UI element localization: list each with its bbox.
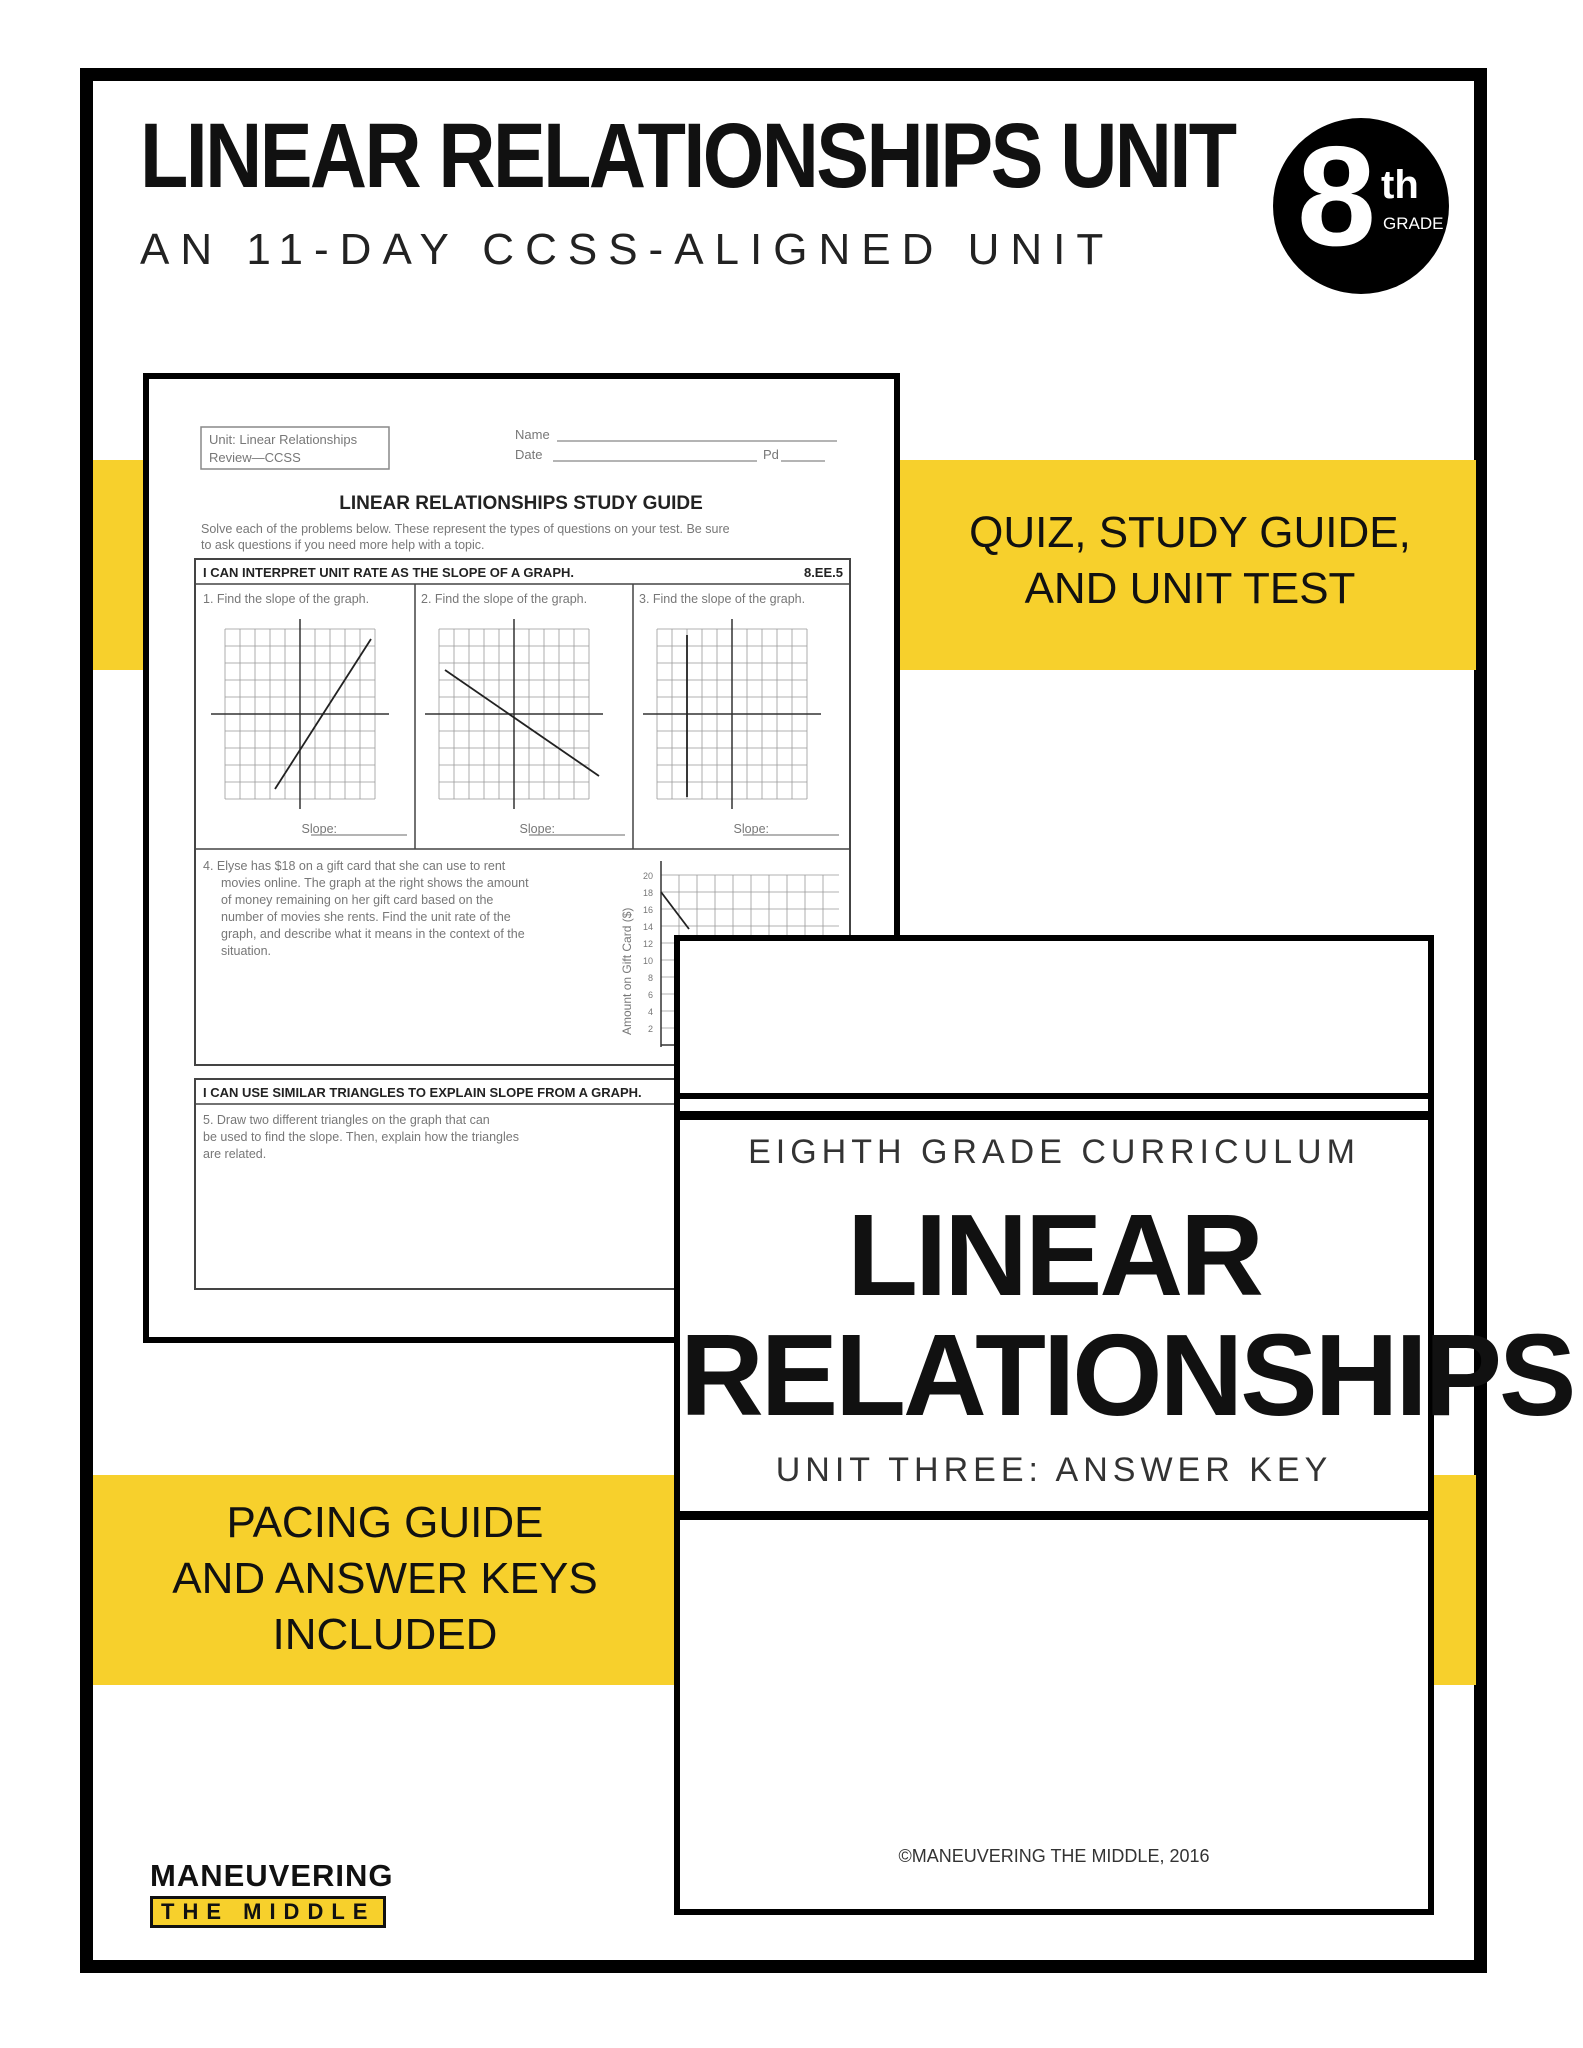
problem-1-prompt: 1. Find the slope of the graph. [203,592,370,606]
cover-title-line1: LINEAR [847,1190,1261,1320]
problem-3-prompt: 3. Find the slope of the graph. [639,592,806,606]
callout-line: AND ANSWER KEYS [172,1554,598,1603]
page-subtitle: AN 11-DAY CCSS-ALIGNED UNIT [140,225,1115,274]
problem-4-line: movies online. The graph at the right shows the amount [221,876,529,890]
problem-4-line: number of movies she rents. Find the unit rate of the [221,910,511,924]
cover-curriculum: EIGHTH GRADE CURRICULUM [748,1133,1360,1171]
problem-5-line: 5. Draw two different triangles on the graph that can [203,1113,490,1127]
problem-2-prompt: 2. Find the slope of the graph. [421,592,588,606]
problem-4-axis-label: Amount on Gift Card ($) [620,907,634,1035]
slope-label-2: Slope: [519,822,555,836]
axis-tick: 6 [647,990,653,1000]
slope-label-3: Slope: [733,822,769,836]
axis-tick: 18 [642,888,653,898]
grade-badge [1273,118,1449,294]
problem-4-line: 4. Elyse has $18 on a gift card that she can use to rent [203,859,506,873]
logo-line1: MANEUVERING [150,1858,394,1893]
callout-pacing-guide [110,1495,660,1663]
maneuvering-the-middle-logo [150,1858,394,1928]
callout-quiz-study-guide [900,505,1480,617]
instructions-line: to ask questions if you need more help with a topic. [201,538,485,552]
cover-divider [680,1511,1428,1520]
section1-standard: 8.EE.5 [803,565,843,580]
callout-line: AND UNIT TEST [1024,564,1356,613]
pd-label: Pd [763,447,779,462]
cover-copyright: ©MANEUVERING THE MIDDLE, 2016 [898,1846,1210,1866]
callout-line: PACING GUIDE [226,1498,544,1547]
cover-title-line2: RELATIONSHIPS [680,1310,1574,1440]
problem-4-line: situation. [221,944,272,958]
cover-unit: UNIT THREE: ANSWER KEY [775,1451,1333,1489]
axis-tick: 14 [642,922,653,932]
section2-heading: I CAN USE SIMILAR TRIANGLES TO EXPLAIN SLOPE FROM A GRAPH. [203,1085,642,1100]
date-label: Date [515,447,543,462]
callout-line: INCLUDED [272,1610,498,1659]
cover-top-panel [680,941,1428,1099]
answer-key-cover [674,935,1574,1915]
grade-number: 8 [1297,117,1376,276]
page-title: LINEAR RELATIONSHIPS UNIT [140,105,1235,207]
logo-line2: THE MIDDLE [150,1896,386,1928]
name-label: Name [515,427,550,442]
grade-label: GRADE [1383,214,1444,233]
axis-tick: 8 [647,973,653,983]
axis-tick: 4 [647,1007,653,1017]
cover-divider [680,1111,1428,1120]
problem-5-line: are related. [203,1147,267,1161]
callout-line: QUIZ, STUDY GUIDE, [969,508,1411,557]
unit-box-line: Review—CCSS [209,450,301,465]
axis-tick: 2 [647,1024,653,1034]
axis-tick: 20 [642,871,653,881]
axis-tick: 10 [642,956,653,966]
section1-heading: I CAN INTERPRET UNIT RATE AS THE SLOPE OF A GRAPH. [203,565,574,580]
instructions-line: Solve each of the problems below. These represent the types of questions on your test. Be sure [201,522,730,536]
slope-label-1: Slope: [301,822,337,836]
problem-4-line: of money remaining on her gift card based on the [221,893,494,907]
problem-4-line: graph, and describe what it means in the context of the [221,927,525,941]
unit-box-line: Unit: Linear Relationships [209,432,358,447]
axis-tick: 16 [642,905,653,915]
study-guide-title: LINEAR RELATIONSHIPS STUDY GUIDE [339,493,703,514]
grade-suffix: th [1381,163,1419,207]
problem-5-line: be used to find the slope. Then, explain how the triangles [203,1130,519,1144]
axis-tick: 12 [642,939,653,949]
